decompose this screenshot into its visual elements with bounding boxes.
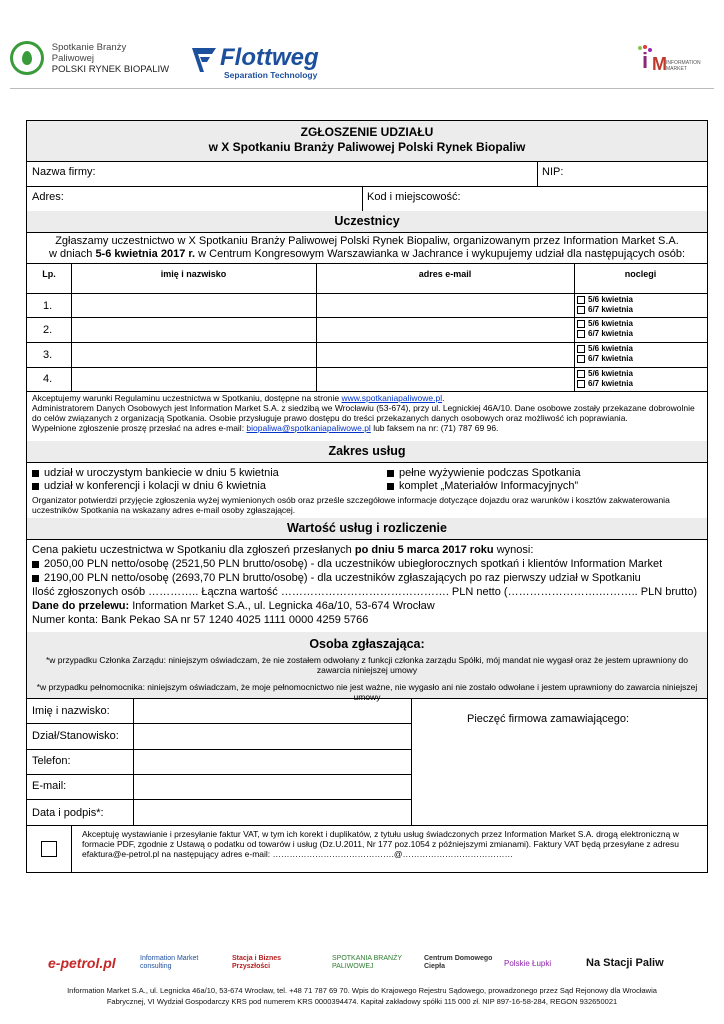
services-left (32, 467, 362, 493)
col-name: imię i nazwisko (160, 269, 227, 279)
participant-name-field[interactable] (72, 343, 315, 366)
contact-phone-field[interactable] (134, 750, 410, 774)
participants-intro-line1: Zgłaszamy uczestnictwo w X Spotkaniu Branży Paliwowej Polski Rynek Biopaliw, organizowanym przez Information Market S.A. (55, 235, 679, 247)
logo-flottweg (190, 44, 350, 80)
nights-options (577, 319, 633, 339)
checkbox-icon (577, 380, 585, 388)
form-title (27, 121, 707, 161)
im-line1: INFORMATION (666, 60, 701, 66)
stamp-area[interactable] (412, 698, 707, 825)
contact-name-field[interactable] (134, 698, 410, 723)
terms-text (32, 393, 704, 433)
footer-logos (40, 948, 690, 978)
night1-checkbox[interactable]: 5/6 kwietnia (577, 344, 633, 354)
night1-checkbox[interactable]: 5/6 kwietnia (577, 319, 633, 329)
night1-checkbox[interactable]: 5/6 kwietnia (577, 369, 633, 379)
company-label: Nazwa firmy: (32, 166, 96, 178)
footer-line2: Fabrycznej, VI Wydział Gospodarczy KRS pod numerem KRS 0000394474. Kapitał zakładowy spółki 115 000 zł. NIP 897-16-58-284, REGON 932650021 (106, 997, 618, 1006)
col-email: adres e-mail (418, 269, 472, 279)
service-item: udział w konferencji i kolacji w dniu 6 kwietnia (32, 480, 362, 493)
logo-epetrol: e-petrol.pl (48, 955, 116, 971)
participants-intro-line2: w dniach 5-6 kwietnia 2017 r. w Centrum Kongresowym Warszawianka w Jachrance i wykupujemy udział dla następujących osób: (48, 248, 686, 260)
checkbox-icon (577, 320, 585, 328)
postal-label: Kod i miejscowość: (367, 191, 461, 203)
col-nights: noclegi (624, 269, 657, 279)
form-title-line2: w X Spotkaniu Branży Paliwowej Polski Rynek Biopaliw (208, 140, 526, 154)
logo-information-market (636, 48, 708, 80)
services-note: Organizator potwierdzi przyjęcie zgłoszenia wyżej wymienionych osób oraz prześle szczegółowe informacje dotyczące dojazdu oraz warunków i kosztów zakwaterowania uczestników Spotkania na wskazany adres e-mail osoby zgłaszającej. (32, 495, 670, 515)
participant-name-field[interactable] (72, 293, 315, 317)
service-item: komplet „Materiałów Informacyjnych” (387, 480, 707, 493)
participants-intro (27, 235, 707, 261)
logo-polskie-lupki: Polskie Łupki (504, 958, 552, 968)
pricing-block (32, 543, 704, 627)
contact-email-field[interactable] (134, 775, 410, 799)
field-name-label: Imię i nazwisko: (32, 705, 110, 717)
address-label: Adres: (32, 191, 64, 203)
participant-email-field[interactable] (317, 343, 573, 366)
participant-name-field[interactable] (72, 368, 315, 390)
bullet-icon (32, 575, 39, 582)
flottweg-sub: Separation Technology (224, 70, 318, 80)
account-line: Numer konta: Bank Pekao SA nr 57 1240 4025 1111 0000 4259 5766 (32, 614, 369, 626)
price-option-1: 2050,00 PLN netto/osobę (2521,50 PLN brutto/osobę) - dla uczestników ubiegłorocznych spotkań i klientów Information Market (32, 557, 704, 571)
terms-line3: Wypełnione zgłoszenie proszę przesłać na adres e-mail: biopaliwa@spotkaniapaliwowe.pl lub faksem na nr: (71) 787 69 96. (32, 423, 499, 433)
bullet-icon (32, 483, 39, 490)
field-email-label: E-mail: (32, 780, 67, 792)
person-note-1: *w przypadku Członka Zarządu: niniejszym oświadczam, że nie zostałem odwołany z funkcji członka zarządu Spółki, mój mandat nie wygasł oraz że jestem uprawniony do zawarcia niniejszej umowy (45, 655, 689, 675)
participant-email-field[interactable] (317, 318, 573, 341)
price-option-2: 2190,00 PLN netto/osobę (2693,70 PLN brutto/osobę) - dla uczestników zgłaszających po raz pierwszy udział w Spotkaniu (32, 571, 704, 585)
nights-options (577, 344, 633, 364)
drop-icon (10, 41, 44, 75)
table-row (27, 368, 707, 391)
address-field[interactable] (72, 186, 362, 210)
form-title-line1: ZGŁOSZENIE UDZIAŁU (300, 125, 434, 139)
im-letter-i: i (642, 48, 649, 73)
postal-field[interactable] (467, 186, 707, 210)
participants-title: Uczestnicy (334, 214, 400, 228)
terms-line2: Administratorem Danych Osobowych jest Information Market S.A. z siedzibą we Wrocławiu (53-674), przy ul. Legnickiej 46A/10. Dane osobowe zostały przekazane dobrowolnie do celów związanych z organizacją Spotkania. Osobie przysługuje prawo dostępu do treści przekazanych danych osobowych oraz możliwość ich poprawiania. (32, 403, 695, 423)
checkbox-icon (577, 345, 585, 353)
participant-email-field[interactable] (317, 368, 573, 390)
stamp-label: Pieczęć firmowa zamawiającego: (467, 713, 630, 725)
nights-options (577, 369, 633, 389)
participant-email-field[interactable] (317, 293, 573, 317)
logo-cdc: Centrum Domowego Ciepła (424, 955, 493, 970)
registration-form (26, 120, 708, 873)
table-row (27, 293, 707, 318)
row-number: 1. (43, 300, 53, 312)
field-phone-label: Telefon: (32, 755, 71, 767)
count-line[interactable]: Ilość zgłoszonych osób ………….. Łączna wartość ………………………………………. PLN netto (…………………….……….. PLN brutto) (32, 586, 698, 598)
transfer-line: Dane do przelewu: Information Market S.A., ul. Legnicka 46a/10, 53-674 Wrocław (32, 600, 435, 612)
nip-field[interactable] (567, 161, 707, 185)
row-number: 2. (43, 324, 53, 336)
price-intro: Cena pakietu uczestnictwa w Spotkaniu dla zgłoszeń przesłanych po dniu 5 marca 2017 roku wynosi: (32, 544, 534, 556)
service-item: udział w uroczystym bankiecie w dniu 5 kwietnia (32, 467, 362, 480)
footer-text (20, 985, 704, 1007)
logo-spotkanie (10, 38, 170, 78)
table-row (27, 318, 707, 342)
service-item: pełne wyżywienie podczas Spotkania (387, 467, 707, 480)
night2-checkbox[interactable]: 6/7 kwietnia (577, 379, 633, 389)
col-lp: Lp. (42, 269, 56, 279)
nip-label: NIP: (542, 166, 564, 178)
nights-options (577, 295, 633, 315)
night2-checkbox[interactable]: 6/7 kwietnia (577, 354, 633, 364)
flottweg-name: Flottweg (220, 44, 319, 71)
signature-field[interactable] (134, 800, 410, 825)
terms-link[interactable]: www.spotkaniapaliwowe.pl (341, 393, 443, 403)
footer-line1: Information Market S.A., ul. Legnicka 46a/10, 53-674 Wrocław, tel. +48 71 787 69 70. Wpis do Krajowego Rejestru Sądowego, prowadzonego przez Sąd Rejonowy dla Wrocławia (67, 986, 657, 995)
bullet-icon (387, 470, 394, 477)
night1-checkbox[interactable]: 5/6 kwietnia (577, 295, 633, 305)
email-link[interactable]: biopaliwa@spotkaniapaliwowe.pl (246, 423, 371, 433)
im-letter-m: M (652, 54, 667, 74)
services-title: Zakres usług (328, 444, 406, 458)
person-note-2: *w przypadku pełnomocnika: niniejszym oświadczam, że moje pełnomocnictwo nie jest ważne, nie wygasło ani nie zostało odwołane i jestem uprawniony do zawarcia niniejszej umowy (36, 682, 698, 702)
terms-line1: Akceptujemy warunki Regulaminu uczestnictwa w Spotkaniu, dostępne na stronie www.spotkaniapaliwowe.pl. (32, 393, 445, 403)
logo1-line1: Spotkanie Branży Paliwowej (51, 41, 127, 64)
night2-checkbox[interactable]: 6/7 kwietnia (577, 329, 633, 339)
logo-spotkania: SPOTKANIA BRANŻY PALIWOWEJ (332, 955, 402, 970)
flottweg-icon (190, 46, 218, 76)
checkbox-icon (577, 306, 585, 314)
services-right (387, 467, 707, 493)
logo-im-consulting: Information Market consulting (140, 955, 199, 970)
logo-stacja: Stacja i Biznes Przyszłości (232, 955, 282, 970)
invoice-consent-checkbox[interactable] (41, 841, 57, 857)
participant-name-field[interactable] (72, 318, 315, 341)
contact-dept-field[interactable] (134, 724, 410, 749)
header-divider (10, 88, 714, 89)
field-sign-label: Data i podpis*: (32, 807, 104, 819)
checkbox-icon (577, 330, 585, 338)
im-line2: MARKET (666, 66, 687, 72)
person-title: Osoba zgłaszająca: (309, 637, 425, 651)
row-number: 4. (43, 373, 53, 385)
table-row (27, 343, 707, 367)
bullet-icon (32, 470, 39, 477)
invoice-consent-text: Akceptuję wystawianie i przesyłanie faktur VAT, w tym ich korekt i duplikatów, z tytułu usług świadczonych przez Information Market S.A. drogą elektroniczną w formacie PDF, zgodnie z Ustawą o podatku od towarów i usług (Dz.U.2011, Nr 177 poz.1054 z późniejszymi zmianami). Faktury VAT będą przesyłane z adresu efaktura@e-petrol.pl na następujący adres e-mail: …………………………………….@………………………………… (82, 829, 680, 859)
logo1-line2: POLSKI RYNEK BIOPALIW (51, 63, 170, 75)
checkbox-icon (577, 370, 585, 378)
company-field[interactable] (87, 161, 537, 185)
checkbox-icon (577, 355, 585, 363)
field-dept-label: Dział/Stanowisko: (32, 730, 119, 742)
event-dates: 5-6 kwietnia 2017 r. (95, 248, 196, 260)
night2-checkbox[interactable]: 6/7 kwietnia (577, 305, 633, 315)
bullet-icon (32, 561, 39, 568)
value-title: Wartość usług i rozliczenie (287, 521, 447, 535)
row-number: 3. (43, 349, 53, 361)
bullet-icon (387, 483, 394, 490)
logo-na-stacji: Na Stacji Paliw (586, 957, 664, 969)
checkbox-icon (577, 296, 585, 304)
